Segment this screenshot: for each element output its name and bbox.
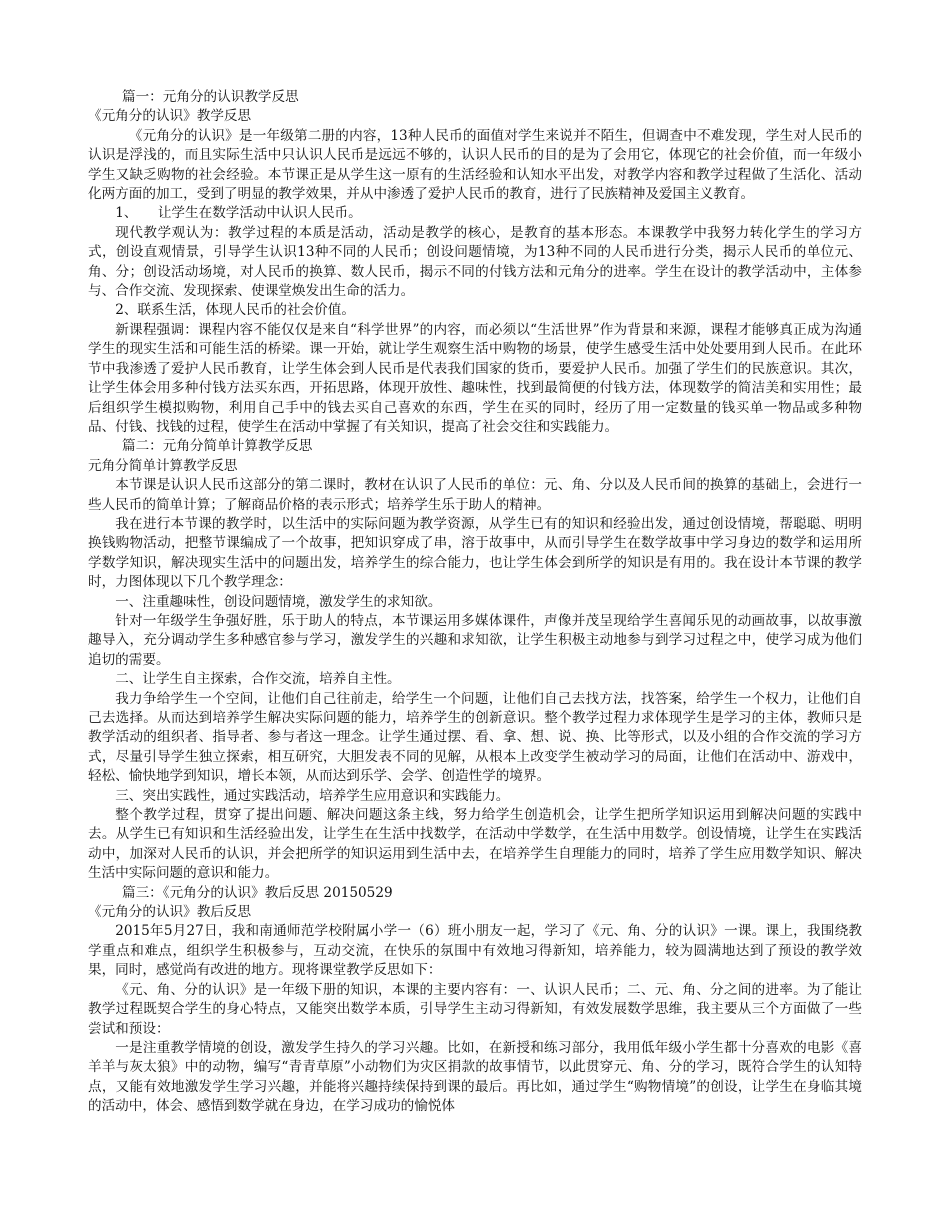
paragraph: 我力争给学生一个空间，让他们自己往前走，给学生一个问题，让他们自己去找方法，找答案，给学生一个权力，让他们自己去选择。从而达到培养学生解决实际问题的能力，培养学生的创新意识。整个教学过程力求体现学生是学习的主体，教师只是教学活动的组织者、指导者、参与者这一理念。让学生通过摆、看、拿、想、说、换、比等形式，以及小组的合作交流的学习方式，尽量引导学生独立探索，相互研究，大胆发表不同的见解，从根本上改变学生被动学习的局面，让他们在活动中、游戏中，轻松、愉快地学到知识，增长本领，从而达到乐学、会学、创造性学的境界。 — [88, 690, 862, 785]
paragraph: 元角分简单计算教学反思 — [88, 457, 238, 474]
paragraph: 《元角分的认识》教学反思 — [88, 108, 252, 125]
paragraph: 针对一年级学生争强好胜，乐于助人的特点，本节课运用多媒体课件，声像并茂呈现给学生喜闻乐见的动画故事，以故事激趣导入，充分调动学生多种感官参与学习，激发学生的兴趣和求知欲，让学生积极主动地参与到学习过程之中，使学习成为他们追切的需要。 — [88, 612, 862, 668]
paragraph: 三、突出实践性，通过实践活动，培养学生应用意识和实践能力。 — [115, 787, 510, 804]
paragraph: 一是注重教学情境的创设，激发学生持久的学习兴趣。比如，在新授和练习部分，我用低年级小学生都十分喜欢的电影《喜羊羊与灰太狼》中的动物，编写“青青草原”小动物们为灾区捐款的故事情节，以此贯穿元、角、分的学习，既符合学生的认知特点，又能有效地激发学生学习兴趣，并能将兴趣持续保持到课的最后。再比如，通过学生“购物情境”的创设，让学生在身临其境的活动中，体会、感悟到数学就在身边，在学习成功的愉悦体 — [88, 1039, 862, 1115]
document-body — [88, 88, 862, 1117]
paragraph: 二、让学生自主探索，合作交流，培养自主性。 — [115, 671, 401, 688]
paragraph: 《元角分的认识》教后反思 — [88, 904, 252, 921]
paragraph: 一、注重趣味性，创设问题情境，激发学生的求知欲。 — [115, 593, 442, 610]
paragraph: 新课程强调：课程内容不能仅仅是来自“科学世界”的内容，而必须以“生活世界”作为背景和来源，课程才能够真正成为沟通学生的现实生活和可能生活的桥梁。课一开始，就让学生观察生活中购物的场景，使学生感受生活中处处要用到人民币。在此环节中我渗透了爱护人民币教育，让学生体会到人民币是代表我们国家的货币，要爱护人民币。加强了学生们的民族意识。其次，让学生体会用多种付钱方法买东西，开拓思路，体现开放性、趣味性，找到最简便的付钱方法，体现数学的简洁美和实用性；最后组织学生模拟购物，利用自己手中的钱去买自己喜欢的东西，学生在买的同时，经历了用一定数量的钱买单一物品或多种物品、付钱、找钱的过程，使学生在活动中掌握了有关知识，提高了社会交往和实践能力。 — [88, 321, 862, 435]
paragraph: 本节课是认识人民币这部分的第二课时，教材在认识了人民币的单位：元、角、分以及人民币间的换算的基础上，会进行一些人民币的简单计算；了解商品价格的表示形式；培养学生乐于助人的精神。 — [88, 477, 862, 513]
section-heading: 篇三：《元角分的认识》教后反思 20150529 — [122, 884, 393, 901]
section-heading: 篇二：元角分简单计算教学反思 — [122, 438, 313, 455]
paragraph: 《元角分的认识》是一年级第二册的内容，13种人民币的面值对学生来说并不陌生，但调查中不难发现，学生对人民币的认识是浮浅的，而且实际生活中只认识人民币是远远不够的，认识人民币的目的是为了会用它，体现它的社会价值，而一年级小学生又缺乏购物的社会经验。本节课正是从学生这一原有的生活经验和认知水平出发，对教学内容和教学过程做了生活化、活动化两方面的加工，受到了明显的教学效果，并从中渗透了爱护人民币的教育，进行了民族精神及爱国主义教育。 — [88, 127, 862, 203]
paragraph: 2015年5月27日，我和南通师范学校附属小学一（6）班小朋友一起，学习了《元、角、分的认识》一课。课上，我围绕教学重点和难点，组织学生积极参与，互动交流，在快乐的氛围中有效地习得新知，培养能力，较为圆满地达到了预设的教学效果，同时，感觉尚有改进的地方。现将课堂教学反思如下： — [88, 923, 862, 979]
paragraph: 1、 让学生在数学活动中认识人民币。 — [115, 205, 362, 222]
section-heading: 篇一：元角分的认识教学反思 — [122, 89, 299, 105]
paragraph: 整个教学过程，贯穿了提出问题、解决问题这条主线，努力给学生创造机会，让学生把所学知识运用到解决问题的实践中去。从学生已有知识和生活经验出发，让学生在生活中找数学，在活动中学数学，在生活中用数学。创设情境，让学生在实践活动中，加深对人民币的认识，并会把所学的知识运用到生活中去，在培养学生自理能力的同时，培养了学生应用数学知识、解决生活中实际问题的意识和能力。 — [88, 807, 862, 882]
paragraph: 现代教学观认为：教学过程的本质是活动，活动是教学的核心，是教育的基本形态。本课教学中我努力转化学生的学习方式，创设直观情景，引导学生认识13种不同的人民币；创设问题情境，为13种不同的人民币进行分类，揭示人民币的单位元、角、分；创设活动场境，对人民币的换算、数人民币，揭示不同的付钱方法和元角分的进率。学生在设计的教学活动中，主体参与、合作交流、发现探索、使课堂焕发出生命的活力。 — [88, 224, 862, 300]
paragraph: 《元、角、分的认识》是一年级下册的知识，本课的主要内容有：一、认识人民币；二、元、角、分之间的进率。为了能让教学过程既契合学生的身心特点，又能突出数学本质，引导学生主动习得新知，有效发展数学思维，我主要从三个方面做了一些尝试和预设： — [88, 981, 862, 1037]
paragraph: 我在进行本节课的教学时，以生活中的实际问题为教学资源，从学生已有的知识和经验出发，通过创设情境，帮聪聪、明明换钱购物活动，把整节课编成了一个故事，把知识穿成了串，溶于故事中，从而引导学生在数学故事中学习身边的数学和运用所学数学知识，解决现实生活中的问题出发，培养学生的综合能力，也让学生体会到所学的知识是有用的。我在设计本节课的教学时，力图体现以下几个教学理念： — [88, 515, 862, 591]
paragraph: 2、联系生活，体现人民币的社会价值。 — [115, 302, 355, 319]
